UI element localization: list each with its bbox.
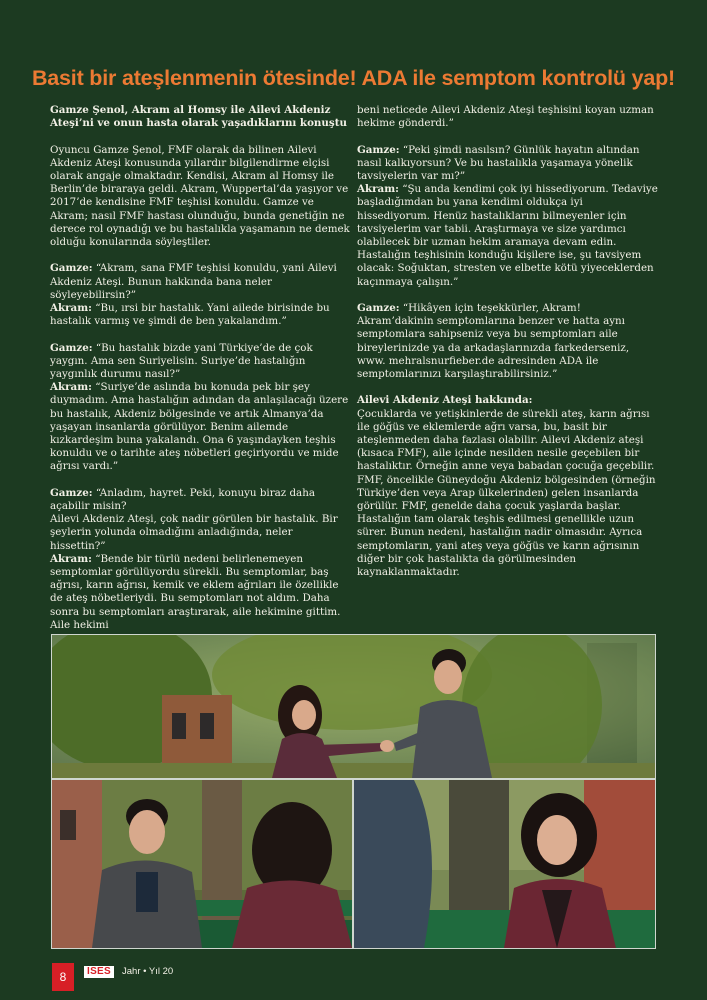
photo-illustration [354, 780, 655, 948]
speaker-label: Gamze: [357, 143, 400, 156]
question-text-continued: Ailevi Akdeniz Ateşi, çok nadir görülen bir hastalık. Bir şeylerin yolunda olmadığını anladığında, neler hissettin?” [50, 513, 338, 552]
speaker-label: Gamze: [50, 486, 93, 499]
page-number: 8 [52, 963, 74, 991]
answer-text: “Suriye’de aslında bu konuda pek bir şey duymadım. Ama hastalığın adından da anlaşılacağı üzere bu hastalık, Akdeniz bölgesinde ve artık Almanya’da yaşayan insanlarda görülüyor. Benim ailemde kızkardeşim buna yakalandı. Ona 6 yaşındayken teşhis konuldu ve o tarihte ateş nöbetleri geçiriyordu ve mide ağrısı vardı.” [50, 381, 349, 473]
question-text: “Bu hastalık bizde yani Türkiye’de de çok yaygın. Ama sen Suriyelisin. Suriye’de hastalığın yaygınlık durumu nasıl?” [50, 341, 313, 381]
interview-block-5 [357, 302, 659, 381]
question-text: “Akram, sana FMF teşhisi konuldu, yani Ailevi Akdeniz Ateşi. Bunun hakkında bana neler söyleyebilirsin?” [50, 262, 337, 301]
photo-bench-smile [353, 779, 656, 949]
about-text: Çocuklarda ve yetişkinlerde de sürekli ateş, karın ağrısı ile göğüs ve eklemlerde ağrı varsa, bu, basit bir ateşlenmeden daha fazlası olabilir. Ailevi Akdeniz ateşi (kısaca FMF), aile içinde nesilden nesile geçebilen bir hastalıktır. Örneğin anne veya babadan çocuğa geçebilir. FMF, öncelikle Güneydoğu Akdeniz bölgesinden (örneğin Türkiye’den veya Arap ülkelerinden) gelen insanlarda görülür. FMF, genelde daha çocuk yaşlarda başlar. Hastalığın tam olarak teşhis edilmesi genellikle uzun sürer. Bunun nedeni, hastalığın nadir olmasıdır. Ayrıca semptomların, yani ateş veya göğüs ve karın ağrısının diğer bir çok hastalıkta da görülmesinden kaynaklanmaktadır. [357, 407, 656, 579]
answer-continued: beni neticede Ailevi Akdeniz Ateşi teşhisini koyan uzman hekime gönderdi.” [357, 104, 654, 130]
photo-illustration [52, 780, 352, 948]
answer-text: “Bu, ırsi bir hastalık. Yani ailede birisinde bu hastalık varmış ve şimdi de ben yakalandım.” [50, 302, 330, 328]
speaker-label: Gamze: [50, 262, 93, 275]
intro-paragraph: Oyuncu Gamze Şenol, FMF olarak da bilinen Ailevi Akdeniz Ateşi konusunda yıllardır bilgilendirme elçisi olarak angaje olmaktadır. Kendisi, Akram al Homsy ile Berlin’de biraraya geldi. Akram, Wuppertal’da yaşıyor ve 2017’de kendisine FMF teşhisi konuldu. Gamze ve Akram; nasıl FMF hastası olunduğu, bunda genetiğin ne derece rol oynadığı ve bu hastalıkla yaşamanın ne demek olduğu konularında söyleştiler. [50, 143, 350, 249]
interview-block-1 [50, 262, 350, 328]
about-heading: Ailevi Akdeniz Ateşi hakkında: [357, 394, 533, 407]
left-column [50, 104, 350, 645]
issue-label: Jahr • Yıl 20 [122, 966, 174, 977]
question-text: “Peki şimdi nasılsın? Günlük hayatın altından nasıl kalkıyorsun? Ve bu hastalıkla yaşamaya yönelik tavsiyelerin var mı?” [357, 143, 640, 182]
photo-illustration [52, 635, 655, 778]
answer-text: “Bende bir türlü nedeni belirlenemeyen semptomlar görülüyordu sürekli. Bu semptomlar, baş ağrısı, karın ağrısı, kemik ve eklem ağrıları ile özellikle de ateş nöbetleriydi. Bu semptomları not aldım. Daha sonra bu semptomları araştırarak, aile hekimine gittim. Aile hekimi [50, 552, 341, 631]
interview-block-3 [50, 487, 350, 632]
speaker-label: Gamze: [50, 341, 93, 354]
right-column [357, 104, 659, 592]
speaker-label: Akram: [50, 552, 92, 565]
interview-block-4 [357, 144, 659, 289]
speaker-label: Akram: [50, 381, 92, 394]
question-text: “Anladım, hayret. Peki, konuyu biraz daha açabilir misin? [50, 486, 315, 513]
speaker-label: Gamze: [357, 302, 400, 315]
article-title: Basit bir ateşlenmenin ötesinde! ADA ile semptom kontrolü yap! [31, 66, 676, 90]
speaker-label: Akram: [357, 183, 399, 196]
photo-park-fistbump [51, 634, 656, 779]
photo-bench-conversation [51, 779, 353, 949]
interview-block-2 [50, 342, 350, 474]
page-footer [52, 963, 352, 991]
about-section [357, 394, 659, 579]
speaker-label: Akram: [50, 302, 92, 315]
answer-text: “Şu anda kendimi çok iyi hissediyorum. Tedaviye başladığımdan bu yana kendimi oldukça iyi hissediyorum. Henüz hastalıklarını bilmeyenler için tavsiyelerim var tabii. Araştırmaya ve size yardımcı olabilecek bir uzman hekim aramaya devam edin. Hastalığın teşhisinin konduğu kişilere ise, şu tavsiyem olacak: Soğuktan, stresten ve elbette kötü yiyeceklerden kaçınmaya çalışın.” [357, 183, 658, 288]
article-lead: Gamze Şenol, Akram al Homsy ile Ailevi Akdeniz Ateşi’ni ve onun hasta olarak yaşadıklarını konuştu [50, 104, 347, 130]
publication-logo: ISES [84, 966, 114, 978]
closing-text: “Hikâyen için teşekkürler, Akram! Akram’dakinin semptomlarına benzer ve hatta aynı semptomlara sahipseniz veya bu semptomları aile bireylerinizde ya da arkadaşlarınızda farkederseniz, www. mehralsnurfieber.de adresinden ADA ile semptomlarınızı karşılaştırabilirsiniz.” [357, 302, 630, 381]
